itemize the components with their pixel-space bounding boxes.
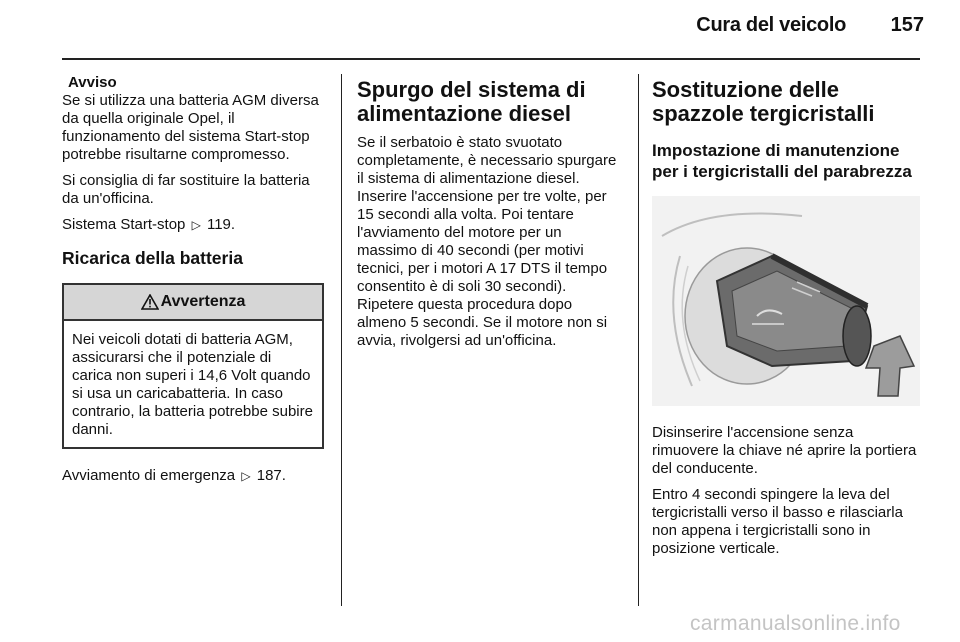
paragraph-battery-replace: Si consiglia di far sostituire la batteria da un'officina.	[62, 172, 310, 207]
note-text: Se si utilizza una batteria AGM diversa da quella originale Opel, il funzionamento del sistema Start-stop potrebbe risultarne compromesso.	[62, 92, 319, 163]
paragraph-jump-start-ref	[62, 467, 324, 485]
heading-diesel-bleeding: Spurgo del sistema di alimentazione diesel	[357, 77, 586, 126]
jump-start-text: Avviamento di emergenza	[62, 467, 236, 484]
heading-wiper-replacement: Sostituzione delle spazzole tergicristalli	[652, 77, 875, 126]
paragraph-ignition-off: Disinserire l'accensione senza rimuovere la chiave né aprire la portiera del conducente.	[652, 424, 917, 477]
paragraph-push-lever: Entro 4 secondi spingere la leva del tergicristalli verso il basso e rilasciarla non appena i tergicristalli sono in posizione verticale.	[652, 486, 903, 557]
warning-triangle-icon	[141, 294, 159, 310]
wiper-lever-illustration	[652, 196, 920, 406]
column-divider-2	[638, 74, 639, 606]
note-title: Avviso	[68, 74, 117, 91]
warning-box	[62, 283, 324, 449]
start-stop-text: Sistema Start-stop	[62, 216, 186, 233]
warning-title: Avvertenza	[160, 293, 246, 310]
header-rule	[62, 58, 920, 60]
paragraph-diesel-bleeding: Se il serbatoio è stato svuotato completamente, è necessario spurgare il sistema di alimentazione diesel. Inserire l'accensione per tre volte, per 15 secondi alla volta. Poi tentare l'avviamento del motore per un massimo di 40 secondi (per motivi tecnici, per i motori A 17 DTS il tempo consentito è di soli 30 secondi). Ripetere questa procedura dopo almeno 5 secondi. Se il motore non si avvia, rivolgersi ad un'officina.	[357, 134, 617, 349]
start-stop-page-link[interactable]: 119.	[206, 216, 236, 233]
warning-header	[64, 285, 322, 321]
column-divider-1	[341, 74, 342, 606]
cross-reference-icon: ▷	[241, 469, 251, 483]
watermark: carmanualsonline.info	[690, 612, 901, 635]
cross-reference-icon: ▷	[191, 218, 201, 232]
heading-battery-charging: Ricarica della batteria	[62, 248, 243, 268]
page-number: 157	[890, 14, 924, 36]
warning-text: Nei veicoli dotati di batteria AGM, assicurarsi che il potenziale di carica non superi i 14,6 Volt quando si usa un caricabatteria. In caso contrario, la batteria potrebbe subire danni.	[72, 331, 313, 438]
column-1	[62, 74, 324, 493]
paragraph-start-stop-ref	[62, 216, 324, 234]
column-2	[357, 74, 623, 358]
subheading-wiper-service: Impostazione di manutenzione per i tergicristalli del parabrezza	[652, 141, 912, 181]
jump-start-page-link[interactable]: 187.	[256, 467, 286, 484]
column-3	[652, 74, 922, 566]
page-header-title: Cura del veicolo	[696, 14, 846, 36]
